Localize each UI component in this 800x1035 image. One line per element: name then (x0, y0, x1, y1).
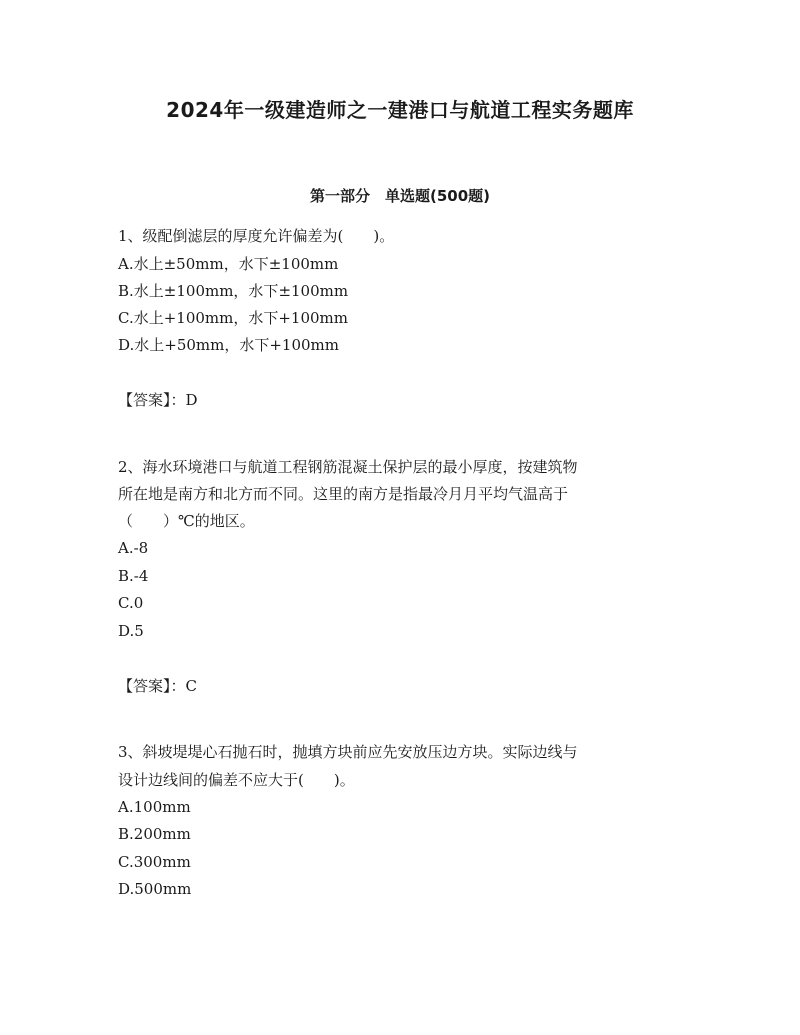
question-1-option-c: C.水上+100mm，水下+100mm (118, 309, 349, 327)
question-3-stem-line-1: 3、斜坡堤堤心石抛石时，抛填方块前应先安放压边方块。实际边线与 (118, 743, 578, 761)
question-1-option-a: A.水上±50mm，水下±100mm (118, 255, 339, 273)
section-title: 第一部分 单选题(500题) (309, 187, 491, 205)
question-3-option-c: C.300mm (118, 853, 191, 871)
question-2-stem-line-1: 2、海水环境港口与航道工程钢筋混凝土保护层的最小厚度，按建筑物 (118, 458, 578, 476)
question-3-option-b: B.200mm (118, 825, 191, 843)
question-2-option-b: B.-4 (118, 567, 149, 585)
question-2-stem-line-2: 所在地是南方和北方而不同。这里的南方是指最冷月月平均气温高于 (118, 485, 569, 503)
question-1-option-b: B.水上±100mm，水下±100mm (118, 282, 349, 300)
page-title: 2024年一级建造师之一建港口与航道工程实务题库 (166, 98, 634, 122)
question-3-option-a: A.100mm (118, 798, 191, 816)
question-3-stem-line-2: 设计边线间的偏差不应大于( )。 (118, 771, 355, 789)
question-2-option-a: A.-8 (118, 539, 149, 557)
question-2-option-c: C.0 (118, 594, 144, 612)
question-1-answer: 【答案】：D (118, 391, 198, 409)
question-3-option-d: D.500mm (118, 880, 192, 898)
question-2-stem-line-3: （ ）℃的地区。 (118, 512, 255, 530)
question-1-stem-line-1: 1、级配倒滤层的厚度允许偏差为( )。 (118, 227, 395, 245)
question-2-answer: 【答案】：C (118, 677, 197, 695)
question-2-option-d: D.5 (118, 622, 144, 640)
question-1-option-d: D.水上+50mm，水下+100mm (118, 336, 340, 354)
